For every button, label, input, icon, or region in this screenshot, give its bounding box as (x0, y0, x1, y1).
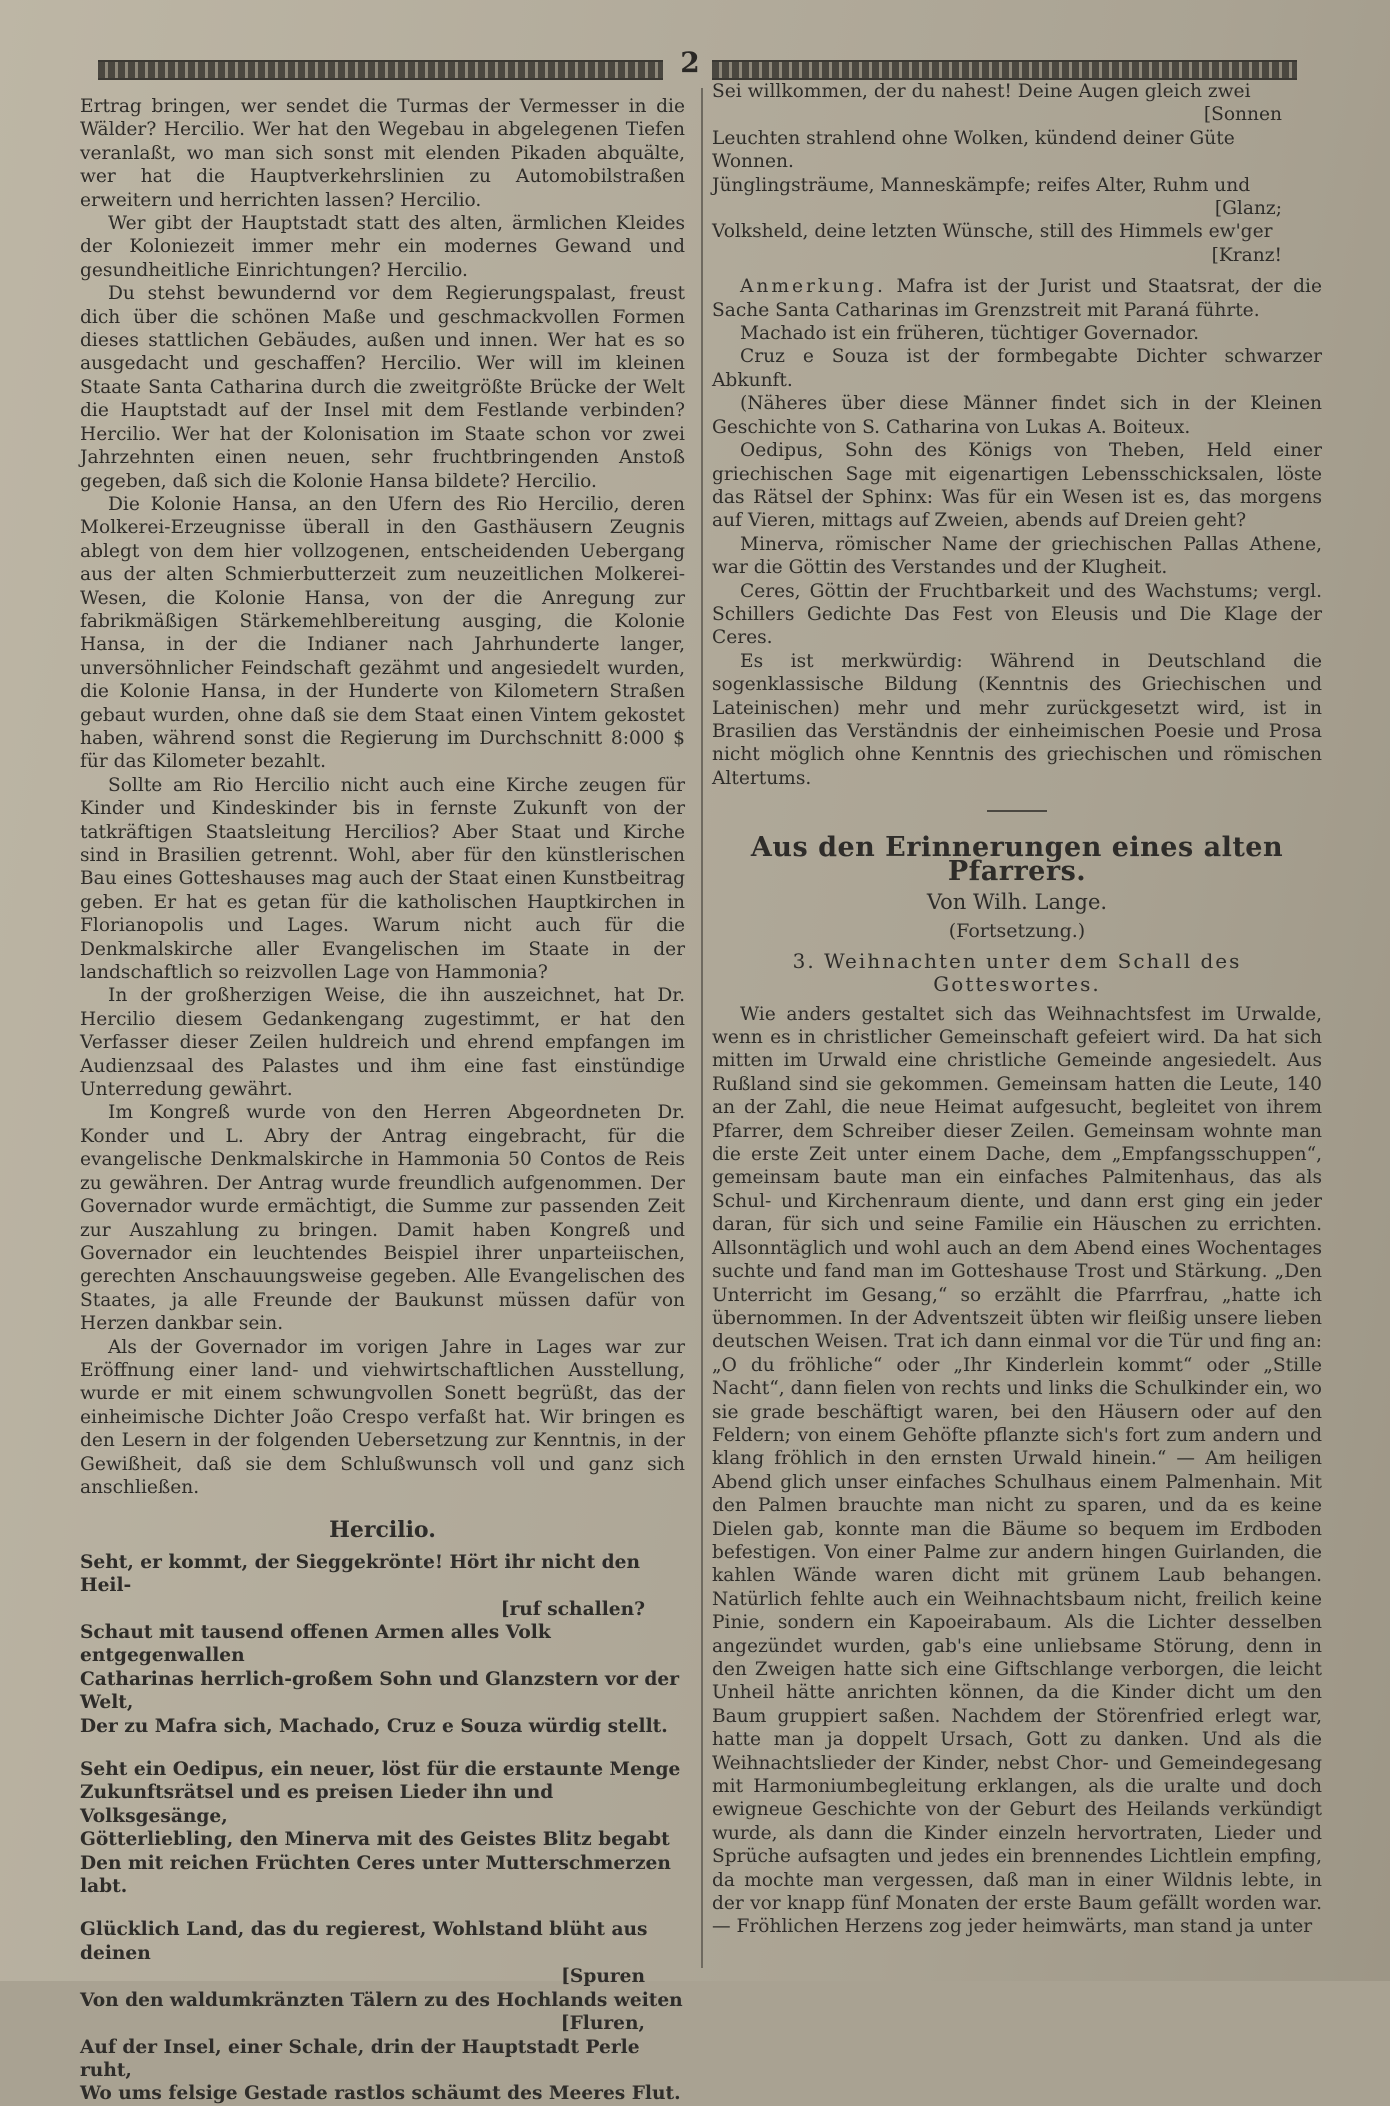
paragraph: In der großherzigen Weise, die ihn auszeichnet, hat Dr. Hercilio diesem Gedankengang zugestimmt, er hat den Verfasser dieser Zeilen huldreich und ehrend empfangen im Audienzsaal des Palastes und ihm eine fast einstündige Unterredung gewährt. (80, 985, 685, 1101)
note-paragraph: (Näheres über diese Männer findet sich in der Kleinen Geschichte von S. Catharina von Lukas A. Boiteux. (712, 393, 1322, 438)
note-paragraph: Ceres, Göttin der Fruchtbarkeit und des Wachstums; vergl. Schillers Gedichte Das Fest von Eleusis und Die Klage der Ceres. (712, 580, 1322, 649)
poem-stanza-3 (80, 1918, 685, 2105)
poem-line: Leuchten strahlend ohne Wolken, kündend deiner Güte Wonnen. (712, 127, 1235, 173)
article-title: Aus den Erinnerungen eines alten Pfarrers. (750, 832, 1284, 887)
poem-line: Catharinas herrlich-großem Sohn und Glanzstern vor der Welt, (80, 1668, 679, 1714)
poem-line-continuation: [Spuren (561, 1966, 645, 1988)
left-column (80, 95, 685, 2105)
poem-line: Volksheld, deine letzten Wünsche, still des Himmels ew'ger (712, 221, 1273, 243)
poem-stanza-2 (80, 1758, 685, 1898)
article-paragraph: Wie anders gestaltet sich das Weihnachtsfest im Urwalde, wenn es in christlicher Gemeinschaft gefeiert wird. Da hat sich mitten im Urwald eine christliche Gemeinde angesiedelt. Aus Rußland sind sie gekommen. Gemeinsam hatten die Leute, 140 an der Zahl, die neue Heimat aufgesucht, begleitet von ihrem Pfarrer, dem Schreiber dieser Zeilen. Gemeinsam wohnte man die erste Zeit unter einem Dache, dem „Empfangsschuppen“, gemeinsam baute man ein einfaches Palmitenhaus, das als Schul- und Kirchenraum diente, und dann erst ging ein jeder daran, für sich und seine Familie ein Häuschen zu errichten. Allsonntäglich und wohl auch an dem Abend eines Wochentages suchte und fand man im Gotteshause Trost und Stärkung. „Den Unterricht im Gesang,“ so erzählt die Pfarrfrau, „hatte ich übernommen. In der Adventszeit übten wir fleißig unsere lieben deutschen Weisen. Trat ich dann einmal vor die Tür und fing an: „O du fröhliche“ oder „Ihr Kinderlein kommt“ oder „Stille Nacht“, dann fielen von rechts und links die Schulkinder ein, wo sie grade beschäftigt waren, bei den Häusern oder auf den Feldern; von einem Gehöfte pflanzte sich's fort zum andern und klang fröhlich in den ernsten Urwald hinein.“ — Am heiligen Abend glich unser einfaches Schulhaus einem Palmenhain. Mit den Palmen brauchte man nicht zu sparen, und da es keine Dielen gab, konnte man die Bäume so bequem im Erdboden befestigen. Von einer Palme zur andern hingen Guirlanden, die kahlen Wände waren dicht mit grünem Laub behangen. Natürlich fehlte auch ein Weihnachtsbaum nicht, freilich keine Pinie, sondern ein Kapoeirabaum. Als die Lichter desselben angezündet wurden, gab's eine unliebsame Störung, denn in den Zweigen hatte sich eine Giftschlange verborgen, die leicht Unheil hätte anrichten können, da die Kinder dicht um den Baum gruppiert saßen. Nachdem der Störenfried erlegt war, hatte man ja doppelt Ursach, Gott zu danken. Und als die Weihnachtslieder der Kinder, nebst Chor- und Gemeindegesang mit Harmoniumbegleitung erklangen, als die uralte und doch ewigneue Geschichte von der Geburt des Heilands verkündigt wurde, als dann die Kinder einzeln hervortraten, Lieder und Sprüche aufsagten und jedes ein brennendes Lichtlein empfing, da mochte man vergessen, daß man in einer Wildnis lebte, in der vor knapp fünf Monaten der erste Baum gefällt worden war. — Fröhlichen Herzens zog jeder heimwärts, man stand ja unter (712, 1003, 1322, 1938)
note-paragraph (712, 275, 1322, 322)
section-title: 3. Weihnachten unter dem Schall des Gotteswortes. (792, 948, 1242, 997)
poem-line: Seht, er kommt, der Sieggekrönte! Hört ihr nicht den Heil- (80, 1551, 641, 1597)
poem-line: Wo ums felsige Gestade rastlos schäumt des Meeres Flut. (80, 2083, 681, 2105)
paragraph: Die Kolonie Hansa, an den Ufern des Rio Hercilio, deren Molkerei-Erzeugnisse überall in den Gasthäusern Zeugnis ablegt von dem hier vollzogenen, entscheidenden Uebergang aus der alten Schmierbutterzeit zum neuzeitlichen Molkerei-Wesen, die Kolonie Hansa, von der die Anregung zur fabrikmäßigen Stärkemehlbereitung ausging, die Kolonie Hansa, in der die Indianer nach Jahrhunderte langer, unversöhnlicher Feindschaft gezähmt und angesiedelt wurden, die Kolonie Hansa, in der Hunderte von Kilometern Straßen gebaut wurden, ohne daß sie dem Staat einen Vintem gekostet haben, während sonst die Regierung im Durchschnitt 8:000 $ für das Kilometer bezahlt. (80, 493, 685, 773)
right-column (712, 80, 1322, 1975)
note-paragraph: Oedipus, Sohn des Königs von Theben, Held einer griechischen Sage mit eigenartigen Lebensschicksalen, löste das Rätsel der Sphinx: Was für ein Wesen ist es, das morgens auf Vieren, mittags auf Zweien, abends auf Dreien geht? (712, 440, 1322, 532)
note-label: Anmerkung. (740, 276, 886, 298)
poem-line-continuation: [ruf schallen? (500, 1598, 645, 1620)
poem-line: Von den waldumkränzten Tälern zu des Hochlands weiten (80, 1989, 683, 2011)
paragraph: Als der Governador im vorigen Jahre in Lages war zur Eröffnung einer land- und viehwirtschaftlichen Ausstellung, wurde er mit einem schwungvollen Sonett begrüßt, das der einheimische Dichter João Crespo verfaßt hat. Wir bringen es den Lesern in der folgenden Uebersetzung zur Kenntnis, in der Gewißheit, daß sie dem Schlußwunsch voll und ganz sich anschließen. (80, 1336, 685, 1498)
poem-line-continuation: [Sonnen (1203, 104, 1282, 126)
poem-line-continuation: [Glanz; (1214, 198, 1282, 220)
note-paragraph: Machado ist ein früheren, tüchtiger Governador. (740, 323, 1200, 345)
poem-line: Auf der Insel, einer Schale, drin der Hauptstadt Perle ruht, (80, 2036, 640, 2081)
poem-line: Den mit reichen Früchten Ceres unter Mutterschmerzen labt. (80, 1852, 671, 1898)
poem-line: Glücklich Land, das du regierest, Wohlstand blüht aus deinen (80, 1919, 648, 1964)
paragraph: Ertrag bringen, wer sendet die Turmas der Vermesser in die Wälder? Hercilio. Wer hat den Wegebau in abgelegenen Tiefen veranlaßt, wo man sich sonst mit elenden Pikaden abquälte, wer hat die Hauptverkehrslinien zu Automobilstraßen erweitern und herrichten lassen? Hercilio. (80, 96, 685, 211)
poem-line-continuation: [Fluren, (560, 2013, 645, 2035)
paragraph: Du stehst bewundernd vor dem Regierungspalast, freust dich über die schönen Maße und geschmackvollen Formen dieses stattlichen Gebäudes, außen und innen. Wer hat es so ausgedacht und geschaffen? Hercilio. Wer will im kleinen Staate Santa Catharina durch die zweitgrößte Brücke der Welt die Hauptstadt auf der Insel mit dem Festlande verbinden? Hercilio. Wer hat der Kolonisation im Staate schon vor zwei Jahrzehnten einen neuen, sehr fruchtbringenden Anstoß gegeben, daß sich die Kolonie Hansa bildete? Hercilio. (80, 283, 685, 492)
note-text: Mafra ist der Jurist und Staatsrat, der die Sache Santa Catharinas im Grenzstreit mit Paraná führte. (712, 276, 1323, 321)
note-paragraph: Minerva, römischer Name der griechischen Pallas Athene, war die Göttin des Verstandes und der Klugheit. (712, 533, 1322, 579)
poem-stanza-1 (80, 1551, 685, 1738)
poem-line: Sei willkommen, der du nahest! Deine Augen gleich zwei (712, 81, 1251, 102)
paragraph: Sollte am Rio Hercilio nicht auch eine Kirche zeugen für Kinder und Kindeskinder bis in fernste Zukunft von der tatkräftigen Staatsleitung Hercilios? Aber Staat und Kirche sind in Brasilien getrennt. Wohl, aber für den künstlerischen Bau eines Gotteshauses mag auch der Staat einen Kunstbeitrag geben. Er hat es getan für die katholischen Hauptkirchen in Florianopolis und Lages. Warum nicht auch für die Denkmalskirche aller Evangelischen im Staate in der landschaftlich so reizvollen Lage von Hammonia? (80, 774, 685, 984)
page-number: 2 (680, 46, 700, 79)
poem-line: Jünglingsträume, Manneskämpfe; reifes Alter, Ruhm und (712, 174, 1251, 196)
poem-line: Schaut mit tausend offenen Armen alles Volk entgegenwallen (80, 1622, 551, 1667)
article-continuation: (Fortsetzung.) (948, 920, 1086, 943)
header-rule-right (712, 60, 1297, 80)
poem-line: Zukunftsrätsel und es preisen Lieder ihn und Volksgesänge, (80, 1782, 554, 1827)
header-rule-left (98, 60, 663, 80)
poem-line-continuation: [Kranz! (1211, 244, 1282, 266)
column-divider (701, 88, 703, 1968)
note-paragraph: Cruz e Souza ist der formbegabte Dichter schwarzer Abkunft. (712, 346, 1322, 391)
section-separator (987, 810, 1047, 812)
poem-line: Götterliebling, den Minerva mit des Geistes Blitz begabt (80, 1829, 670, 1851)
paragraph: Wer gibt der Hauptstadt statt des alten, ärmlichen Kleides der Koloniezeit immer mehr ein modernes Gewand und gesundheitliche Einrichtungen? Hercilio. (80, 213, 685, 281)
paragraph: Im Kongreß wurde von den Herren Abgeordneten Dr. Konder und L. Abry der Antrag eingebracht, für die evangelische Denkmalskirche in Hammonia 50 Contos de Reis zu gewähren. Der Antrag wurde freundlich aufgenommen. Der Governador wurde ermächtigt, die Summe zur passenden Zeit zur Auszahlung zu bringen. Damit haben Kongreß und Governador ein leuchtendes Beispiel ihrer unparteiischen, gerechten Anschauungsweise gegeben. Alle Evangelischen des Staates, ja alle Freunde der Baukunst müssen dafür von Herzen dankbar sein. (80, 1102, 685, 1335)
poem-title: Hercilio. (329, 1517, 436, 1544)
poem-stanza-4 (712, 80, 1322, 267)
poem-line: Seht ein Oedipus, ein neuer, löst für die erstaunte Menge (80, 1759, 681, 1781)
article-author: Von Wilh. Lange. (926, 890, 1108, 914)
note-paragraph: Es ist merkwürdig: Während in Deutschland die sogenklassische Bildung (Kenntnis des Griechischen und Lateinischen) mehr und mehr zurückgesetzt wird, ist in Brasilien das Verständnis der einheimischen Poesie und Prosa nicht möglich ohne Kenntnis des griechischen und römischen Altertums. (712, 650, 1322, 789)
poem-line: Der zu Mafra sich, Machado, Cruz e Souza würdig stellt. (80, 1715, 668, 1737)
